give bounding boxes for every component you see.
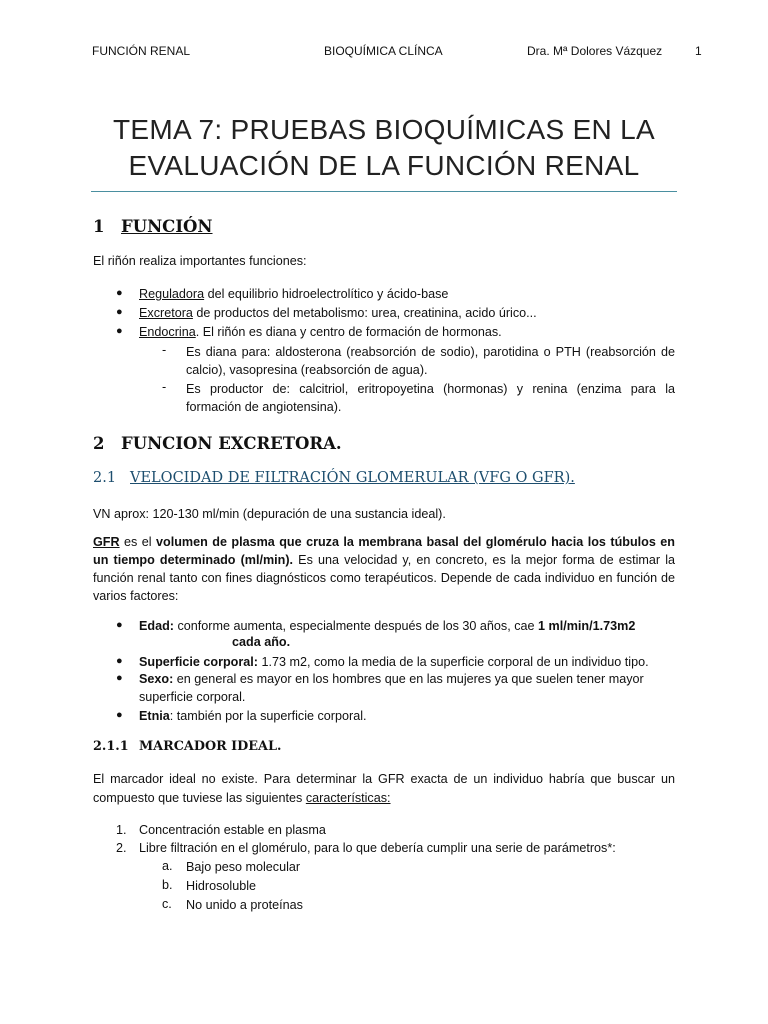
- title-line-1: TEMA 7: PRUEBAS BIOQUÍMICAS EN LA: [112, 114, 656, 145]
- title-line-2: EVALUACIÓN DE LA FUNCIÓN RENAL: [128, 150, 640, 181]
- dash-marker: -: [162, 343, 167, 357]
- factor-age: Edad: conforme aumenta, especialmente después de los 30 años, cae 1 ml/min/1.73m2: [139, 619, 636, 633]
- list-item: Bajo peso molecular: [186, 860, 301, 874]
- list-item: No unido a proteínas: [186, 898, 303, 912]
- title-divider: [91, 191, 677, 192]
- factor-sex: Sexo: en general es mayor en los hombres que en las mujeres ya que suelen tener mayor: [139, 672, 644, 686]
- list-item: Libre filtración en el glomérulo, para lo que debería cumplir una serie de parámetros*:: [139, 841, 616, 855]
- header-author: Dra. Mª Dolores Vázquez: [527, 44, 663, 58]
- list-number: 2.: [116, 841, 127, 855]
- section-title: FUNCION EXCRETORA.: [121, 434, 342, 453]
- sub-item-target: Es diana para: aldosterona (reabsorción de sodio), parotidina o PTH (reabsorción de calcio), vasopresina (reabsorción de agua).: [186, 345, 675, 377]
- list-letter: b.: [162, 878, 173, 892]
- header-subject: BIOQUÍMICA CLÍNCA: [324, 44, 443, 58]
- header-course: FUNCIÓN RENAL: [92, 44, 191, 58]
- bullet-icon: ●: [116, 306, 123, 318]
- subsection-2-1-heading: 2.1 VELOCIDAD DE FILTRACIÓN GLOMERULAR (VFG O GFR).: [93, 470, 575, 486]
- gfr-definition: GFR es el volumen de plasma que cruza la membrana basal del glomérulo hacia los túbulos en un tiempo determinado (ml/min). Es una velocidad y, en concreto, es la mejor forma de estimar la función renal tanto con fines diagnósticos como terapéuticos. Depende de cada individuo en función de varios factores:: [93, 535, 675, 603]
- factor-age-cont: cada año.: [232, 635, 291, 649]
- sub-item-producer: Es productor de: calcitriol, eritropoyetina (hormonas) y renina (enzima para la formación de angiotensina).: [186, 382, 675, 414]
- factor-surface: Superficie corporal: 1.73 m2, como la media de la superficie corporal de un individuo tipo.: [139, 655, 649, 669]
- document-title: [92, 112, 676, 184]
- list-item: Excretora de productos del metabolismo: urea, creatinina, acido úrico...: [139, 306, 537, 320]
- factor-ethnicity: Etnia: también por la superficie corporal.: [139, 709, 367, 723]
- bullet-icon: ●: [116, 672, 123, 684]
- ideal-marker-paragraph: El marcador ideal no existe. Para determinar la GFR exacta de un individuo habría que buscar un compuesto que tuviese las siguientes características:: [93, 772, 675, 805]
- list-item: Hidrosoluble: [186, 879, 257, 893]
- list-item: Reguladora del equilibrio hidroelectrolítico y ácido-base: [139, 287, 449, 301]
- normal-values: VN aprox: 120-130 ml/min (depuración de una sustancia ideal).: [93, 507, 446, 521]
- bullet-icon: ●: [116, 325, 123, 337]
- factor-sex-cont: superficie corporal.: [139, 690, 246, 704]
- list-item: Concentración estable en plasma: [139, 823, 326, 837]
- section-1-intro: El riñón realiza importantes funciones:: [93, 254, 307, 268]
- section-number: 1: [93, 217, 105, 236]
- section-title: FUNCIÓN: [121, 217, 213, 236]
- bullet-icon: ●: [116, 655, 123, 667]
- subsection-2-1-1-heading: 2.1.1 MARCADOR IDEAL.: [93, 739, 282, 754]
- bullet-icon: ●: [116, 287, 123, 299]
- section-1-heading: [93, 217, 213, 236]
- section-2-heading: [93, 434, 342, 453]
- bullet-icon: ●: [116, 709, 123, 721]
- section-number: 2: [93, 434, 105, 453]
- list-number: 1.: [116, 823, 127, 837]
- page-number: 1: [695, 44, 702, 58]
- dash-marker: -: [162, 380, 167, 394]
- list-item: Endocrina. El riñón es diana y centro de formación de hormonas.: [139, 325, 502, 339]
- list-letter: c.: [162, 897, 172, 911]
- bullet-icon: ●: [116, 619, 123, 631]
- list-letter: a.: [162, 859, 173, 873]
